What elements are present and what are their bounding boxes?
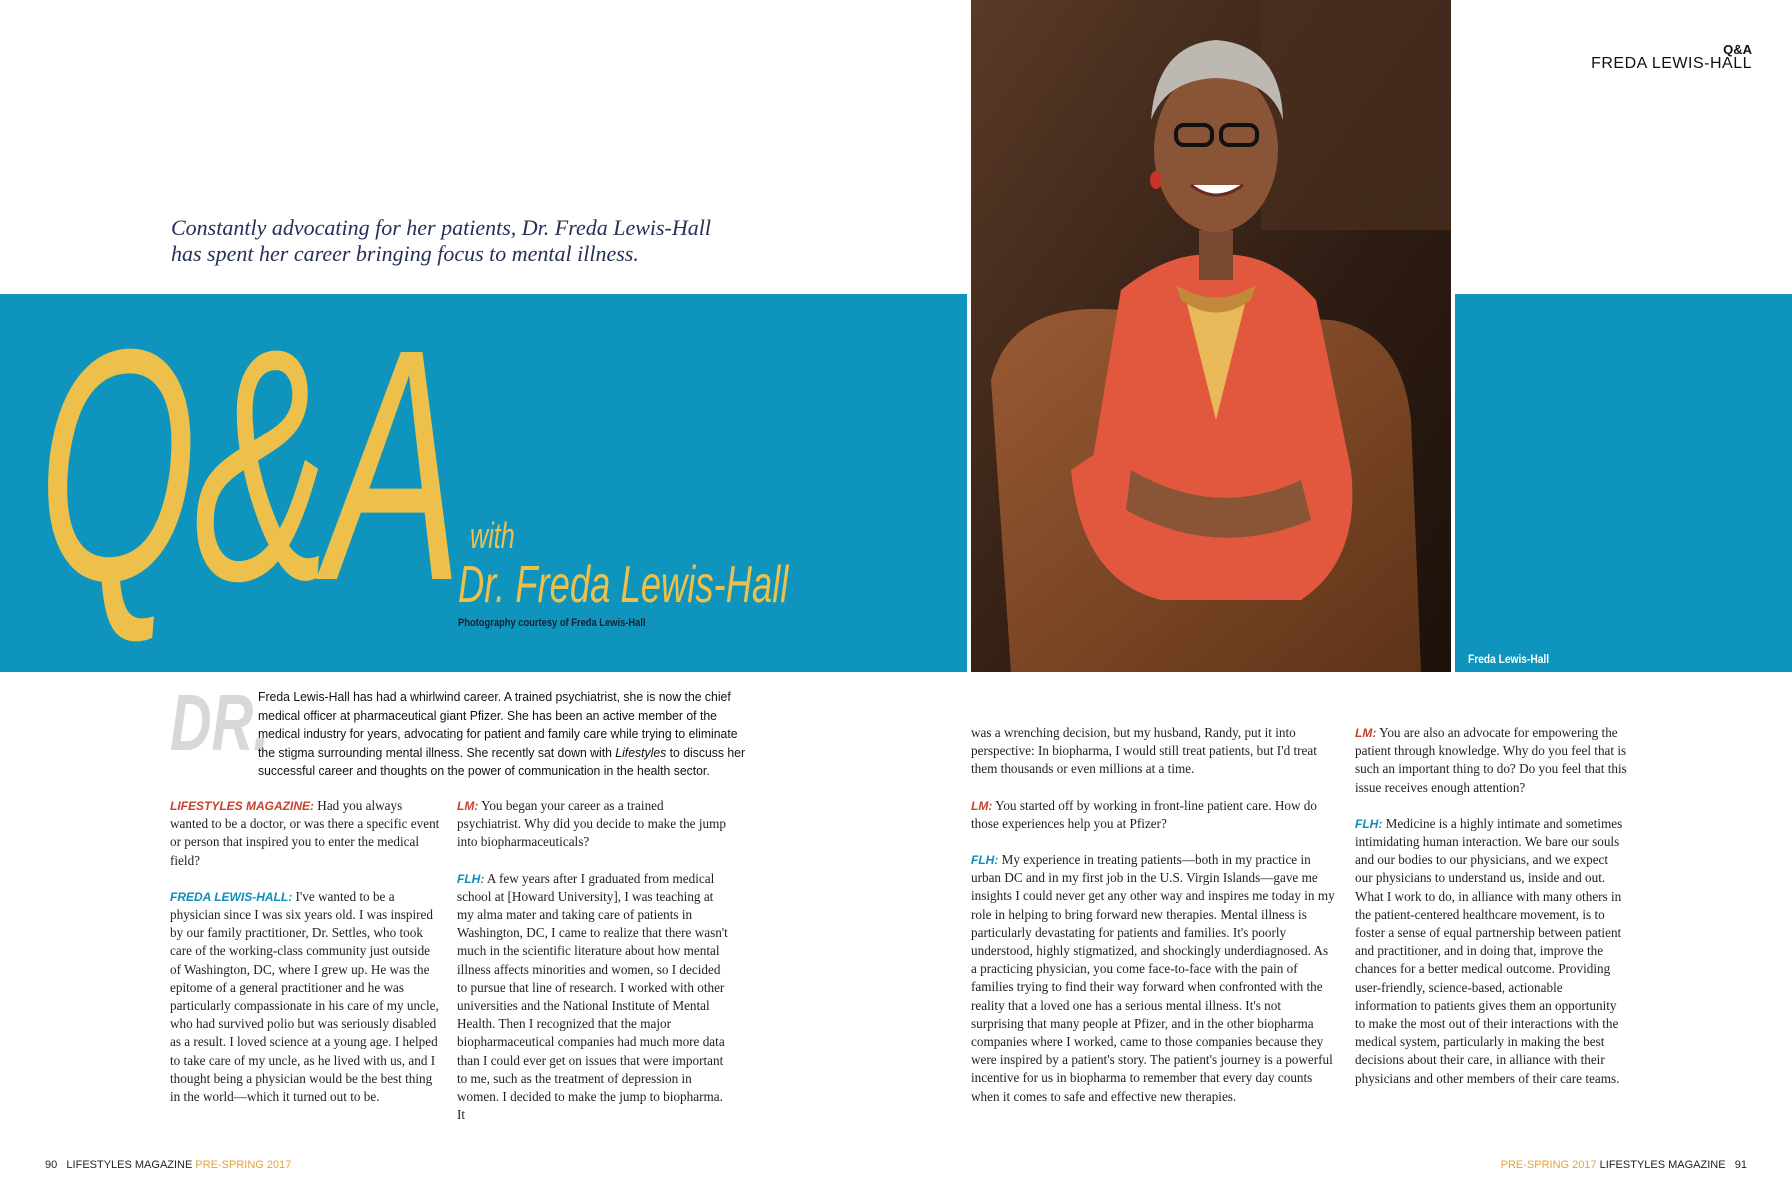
question-text: You began your career as a trained psychiatrist. Why did you decide to make the jump into biopharmaceuticals?: [457, 798, 726, 850]
drop-cap: DR.: [170, 678, 270, 767]
question-4: [1355, 724, 1627, 797]
edition-right: PRE-SPRING 2017: [1500, 1159, 1597, 1171]
question-text: Had you always wanted to be a doctor, or was there a specific event or person that inspired you to enter the medical field?: [170, 798, 440, 868]
question-text: You are also an advocate for empowering the patient through knowledge. Why do you feel that is such an important thing to do? Do you feel that this issue receives enough attention?: [1355, 725, 1627, 795]
answer-text: I've wanted to be a physician since I was six years old. I was inspired by our family practitioner, Dr. Settles, who took care of the working-class community just outside of Washington, DC, where I grew up. He was the epitome of a general practitioner and he was particularly compassionate in his care of my uncle, who had survived polio but was seriously disabled as a result. I loved science at a young age. I helped to take care of my uncle, as he lived with us, and I thought being a physician would be the best thing in the world—which it turned out to be.: [170, 888, 439, 1105]
footer-left: [45, 1159, 291, 1171]
column-4: [1355, 724, 1627, 1106]
portrait-illustration: [971, 0, 1451, 672]
column-3: [971, 724, 1335, 1124]
answer-label: FLH:: [1355, 816, 1383, 831]
intro-paragraph: [258, 688, 756, 781]
qa-title: Q&A: [38, 280, 459, 649]
answer-text: A few years after I graduated from medical school at [Howard University], I was teaching at my alma mater and taking care of patients in Washington, DC, I came to realize that there wasn't much in the scientific literature about how mental illness affects minorities and women, so I decided to pursue that line of research. I worked with other universities and the National Institute of Mental Health. Then I recognized that the major biopharmaceutical companies had much more data than I could ever get on issues that were important to me, such as the treatment of depression in women. I decided to make the jump to biopharma. It: [457, 870, 728, 1123]
answer-label: FLH:: [971, 853, 999, 868]
question-label: LM:: [457, 799, 479, 813]
answer-4: [1355, 815, 1627, 1088]
answer-text: My experience in treating patients—both in my practice in urban DC and in my first job in the U.S. Virgin Islands—gave me insights I could never get any other way and inspires me today in my role in helping to bring forward new therapies. Mental illness is particularly devastating for patients and families. It's poorly understood, highly stigmatized, and shockingly underdiagnosed. As a practicing physician, you come face-to-face with the pain of families trying to find their way forward when confronted with the reality that a loved one has a serious mental illness. It's not surprising that many people at Pfizer, and in the other biopharma companies where I worked, came to those companies because they were inspired by a patient's story. The patient's journey is a powerful incentive for us in biopharma to remember that every day counts when it comes to safe and effective new therapies.: [971, 852, 1335, 1104]
answer-2: [457, 870, 729, 1125]
answer-text: Medicine is a highly intimate and sometimes intimidating human interaction. We bare our souls and our bodies to our physicians, and we expect our physicians to understand us, inside and out. What I work to do, in alliance with many others in the patient-centered healthcare movement, is to foster a sense of equal partnership between patient and practitioner, and in doing that, improve the chances for a better medical outcome. Providing user-friendly, science-based, actionable information to patients gives them an opportunity to make the most out of their interactions with the medical system, particularly in making the best decisions about their care, in alliance with their physicians and other members of their care teams.: [1355, 815, 1623, 1086]
question-label: LIFESTYLES MAGAZINE:: [170, 799, 314, 813]
intro-text-end: to discuss her successful career and thoughts on the power of communication in the health sector.: [258, 744, 746, 778]
deck-text: [171, 215, 731, 267]
question-1: [170, 797, 442, 870]
photo-caption: Freda Lewis-Hall: [1468, 652, 1550, 666]
footer-right: [1501, 1159, 1747, 1171]
answer-1: [170, 888, 442, 1106]
answer-continued: was a wrenching decision, but my husband, Randy, put it into perspective: In biopharma, I would still treat patients, but I'd treat them thousands or even millions at a time.: [971, 725, 1317, 777]
side-band: [1455, 294, 1792, 672]
answer-label: FLH:: [457, 871, 485, 886]
page-number-right: 91: [1734, 1159, 1747, 1171]
question-2: [457, 797, 729, 852]
section-label: Q&A: [1723, 42, 1752, 57]
magazine-name-right: LIFESTYLES MAGAZINE: [1599, 1159, 1726, 1171]
portrait-photo: [971, 0, 1451, 672]
question-label: LM:: [971, 798, 993, 813]
answer-3: [971, 851, 1335, 1106]
edition-left: PRE-SPRING 2017: [195, 1159, 292, 1171]
deck-line-1: Constantly advocating for her patients, Dr. Freda Lewis-Hall: [171, 215, 711, 240]
deck-line-2: has spent her career bringing focus to mental illness.: [171, 241, 639, 266]
question-3: [971, 797, 1335, 833]
with-label: with: [470, 515, 515, 556]
column-2: [457, 797, 729, 1142]
page-number-left: 90: [45, 1159, 58, 1171]
intro-text: Freda Lewis-Hall has had a whirlwind career. A trained psychiatrist, she is now the chief medical officer at pharmaceutical giant Pfizer. She has been an active member of the medical industry for years, advocating for patient and family care while trying to eliminate the stigma surrounding mental illness. She recently sat down with: [258, 689, 738, 760]
photo-credit: Photography courtesy of Freda Lewis-Hall: [458, 617, 646, 629]
column-1: [170, 797, 442, 1124]
question-text: You started off by working in front-line patient care. How do those experiences help you at Pfizer?: [971, 797, 1317, 831]
intro-magazine-name: Lifestyles: [615, 744, 667, 760]
answer-label: FREDA LEWIS-HALL:: [170, 889, 293, 904]
interviewee-name: Dr. Freda Lewis-Hall: [458, 556, 789, 614]
section-title: FREDA LEWIS-HALL: [1591, 55, 1752, 72]
magazine-name-left: LIFESTYLES MAGAZINE: [66, 1159, 193, 1171]
question-label: LM:: [1355, 726, 1377, 740]
